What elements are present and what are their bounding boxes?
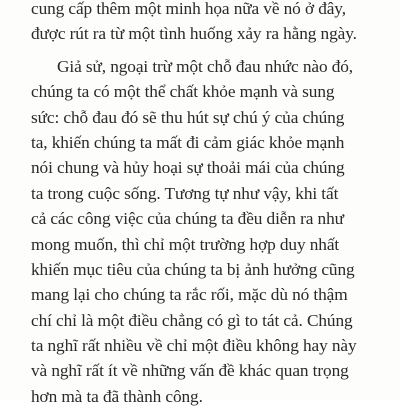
text-line: mong muốn, thì chỉ một trường hợp duy nhất	[31, 234, 340, 254]
text-line: khiến mục tiêu của chúng ta bị ảnh hưởng cũng	[31, 259, 355, 279]
text-line: cả các công việc của chúng ta đều diễn ra như	[31, 209, 344, 229]
text-line: hơn mà ta đã thành công.	[31, 386, 203, 406]
text-line: ta trong cuộc sống. Tương tự như vậy, khi tất	[31, 183, 339, 203]
text-line: sức: chỗ đau đó sẽ thu hút sự chú ý của chúng	[31, 107, 345, 127]
text-line: Giả sử, ngoại trừ một chỗ đau nhức nào đó,	[57, 56, 354, 76]
paragraph-2	[31, 54, 376, 409]
text-line: được rút ra từ một tình huống xảy ra hằng ngày.	[31, 24, 357, 44]
text-line: chúng ta có một thể chất khỏe mạnh và sung	[31, 82, 335, 102]
text-line: nói chung và hủy hoại sự thoải mái của chúng	[31, 158, 345, 178]
text-line: và nghĩ rất ít về những vấn đề khác quan trọng	[31, 361, 349, 381]
text-line: mang lại cho chúng ta rắc rối, mặc dù nó thậm	[31, 285, 348, 305]
text-line: cung cấp thêm một minh họa nữa về nó ở đây,	[31, 0, 346, 18]
text-line: ta nghĩ rất nhiều về chỉ một điều không hay này	[31, 336, 357, 356]
text-line: ta, khiến chúng ta mất đi cảm giác khỏe mạnh	[31, 132, 345, 152]
text-line: chí chỉ là một điều chẳng có gì to tát cả. Chúng	[31, 310, 353, 330]
paragraph-1	[31, 0, 376, 47]
paragraph-gap	[31, 47, 376, 54]
page-text	[31, 0, 376, 409]
